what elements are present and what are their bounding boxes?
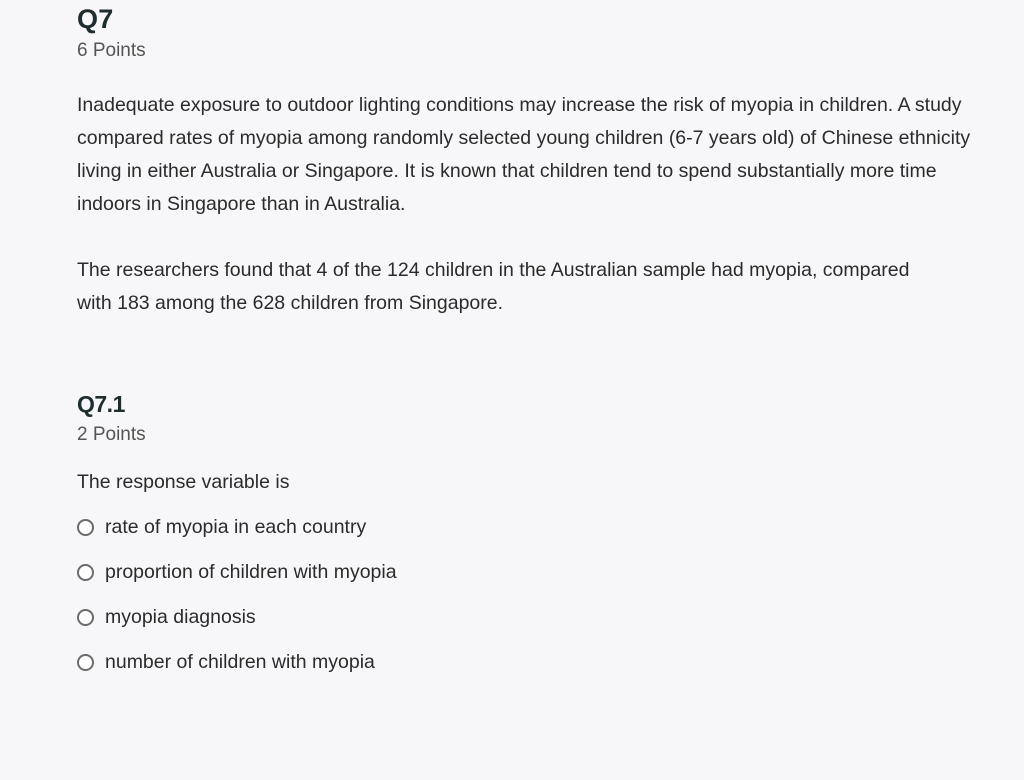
subquestion-points: 2 Points (77, 424, 146, 445)
answer-option-label: number of children with myopia (105, 651, 375, 673)
subquestion-title: Q7.1 (77, 391, 125, 417)
answer-option-label: proportion of children with myopia (105, 561, 397, 583)
answer-option[interactable] (77, 505, 1007, 550)
answer-options (77, 505, 1007, 685)
answer-option[interactable] (77, 640, 1007, 685)
radio-button-icon[interactable] (77, 564, 94, 581)
answer-option-label: rate of myopia in each country (105, 516, 367, 538)
answer-option[interactable] (77, 550, 1007, 595)
answer-option[interactable] (77, 595, 1007, 640)
radio-button-icon[interactable] (77, 519, 94, 536)
question-points: 6 Points (77, 40, 146, 61)
radio-button-icon[interactable] (77, 609, 94, 626)
radio-button-icon[interactable] (77, 654, 94, 671)
question-panel (77, 0, 1007, 685)
question-paragraph-2: The researchers found that 4 of the 124 children in the Australian sample had myopia, compared with 183 among the 628 children from Singapore. (77, 259, 910, 314)
question-paragraph-1: Inadequate exposure to outdoor lighting conditions may increase the risk of myopia in children. A study compared rates of myopia among randomly selected young children (6-7 years old) of Chinese ethnicity living in either Australia or Singapore. It is known that children tend to spend substantially more time indoors in Singapore than in Australia. (77, 94, 971, 215)
subquestion-prompt: The response variable is (77, 471, 290, 493)
answer-option-label: myopia diagnosis (105, 606, 256, 628)
question-title: Q7 (77, 4, 114, 34)
